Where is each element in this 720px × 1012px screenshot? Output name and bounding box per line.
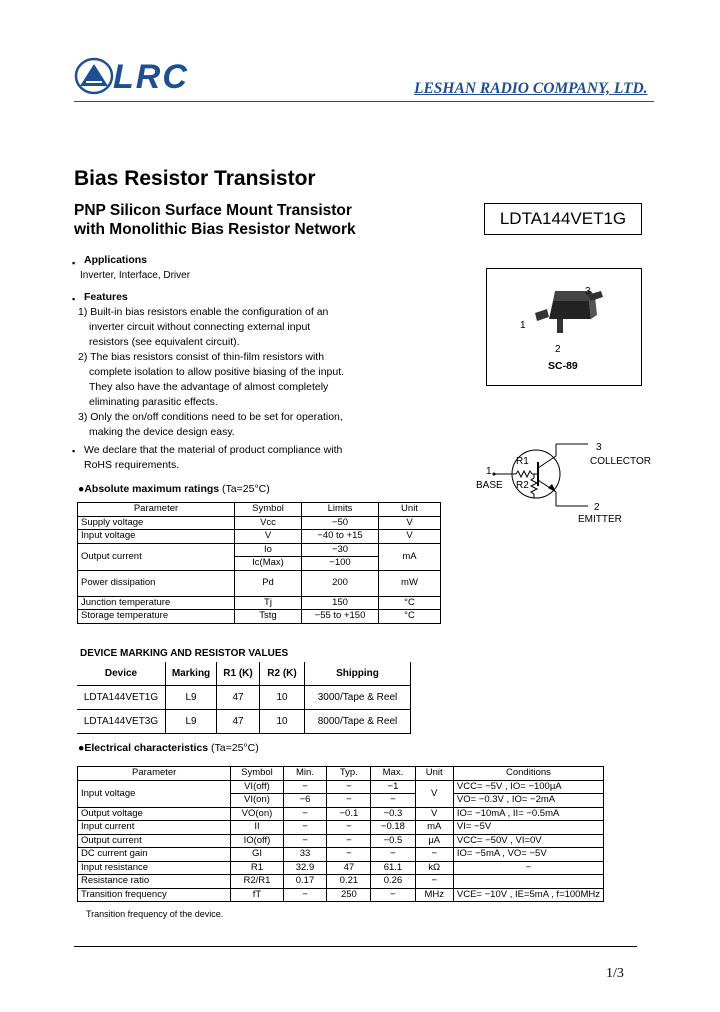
table-cell: −	[371, 848, 415, 862]
subtitle-line-1: PNP Silicon Surface Mount Transistor	[74, 202, 352, 219]
table-cell: −0.18	[371, 821, 415, 835]
table-cell: 32.9	[283, 861, 327, 875]
table-cell: 47	[217, 710, 260, 734]
table-cell: −1	[371, 780, 415, 794]
table-cell: 0.26	[371, 875, 415, 889]
electrical-heading-block	[78, 742, 259, 754]
table-cell: II	[231, 821, 283, 835]
table-cell: Io	[235, 543, 302, 557]
table-cell: Pd	[235, 570, 302, 596]
table-cell: IO(off)	[231, 834, 283, 848]
table-row	[78, 543, 441, 557]
table-cell: mA	[415, 821, 453, 835]
table-cell: VI(off)	[231, 780, 283, 794]
features-heading: Features	[84, 291, 128, 303]
subtitle	[74, 201, 356, 239]
table-row	[78, 821, 604, 835]
table-cell: −	[283, 780, 327, 794]
table-cell: L9	[166, 686, 217, 710]
table-cell: −	[283, 807, 327, 821]
table-cell: Vcc	[235, 516, 302, 530]
table-row	[78, 516, 441, 530]
table-cell: L9	[166, 710, 217, 734]
table-cell: Tj	[235, 596, 302, 610]
table-cell: −30	[302, 543, 379, 557]
table-row	[78, 610, 441, 624]
bullet-icon: ▪	[72, 258, 76, 268]
table-cell: −	[327, 780, 371, 794]
table-cell: LDTA144VET3G	[77, 710, 166, 734]
electrical-footnote: Transition frequency of the device.	[86, 909, 224, 919]
applications-text: Inverter, Interface, Driver	[80, 270, 191, 281]
table-cell: °C	[379, 610, 441, 624]
circuit-base-label: BASE	[476, 480, 503, 491]
bullet-dot-icon: ●	[78, 742, 85, 754]
table-cell: −50	[302, 516, 379, 530]
bullet-icon: ▪	[72, 446, 76, 456]
column-header: R1 (K)	[217, 662, 260, 686]
table-cell: −0.1	[327, 807, 371, 821]
package-box	[486, 268, 642, 386]
abs-max-heading: Absolute maximum ratings	[84, 483, 220, 495]
table-cell: −	[327, 821, 371, 835]
table-cell: 3000/Tape & Reel	[305, 686, 411, 710]
table-cell: VCC= −50V , VI=0V	[453, 834, 603, 848]
bullet-dot-icon: ●	[78, 483, 85, 495]
table-cell: −	[327, 834, 371, 848]
electrical-condition: (Ta=25°C)	[211, 742, 259, 754]
table-cell: fT	[231, 888, 283, 902]
table-cell: LDTA144VET1G	[77, 686, 166, 710]
abs-max-heading-block	[78, 483, 270, 495]
circuit-pin-3: 3	[596, 442, 602, 453]
table-cell: 47	[217, 686, 260, 710]
rohs-line: We declare that the material of product compliance with	[84, 444, 343, 456]
table-cell: 10	[260, 710, 305, 734]
table-cell: Output current	[78, 834, 231, 848]
column-header: Max.	[371, 767, 415, 781]
table-cell: Junction temperature	[78, 596, 235, 610]
table-cell: Resistance ratio	[78, 875, 231, 889]
abs-max-table	[77, 502, 441, 624]
table-cell: IO= −10mA , II= −0.5mA	[453, 807, 603, 821]
table-row	[78, 570, 441, 596]
table-cell: R2/R1	[231, 875, 283, 889]
table-cell: mW	[379, 570, 441, 596]
logo-text: LRC	[113, 58, 189, 96]
table-header-row	[78, 503, 441, 517]
table-cell: VO(on)	[231, 807, 283, 821]
table-cell	[453, 875, 603, 889]
table-cell: −	[283, 834, 327, 848]
column-header: Unit	[379, 503, 441, 517]
device-marking-table	[77, 662, 411, 734]
feature-line: They also have the advantage of almost completely	[89, 381, 329, 393]
circuit-r2-label: R2	[516, 480, 529, 491]
table-cell: VI(on)	[231, 794, 283, 808]
column-header: Symbol	[231, 767, 283, 781]
table-cell: 250	[327, 888, 371, 902]
table-row	[78, 596, 441, 610]
table-cell: VCC= −5V , IO= −100μA	[453, 780, 603, 794]
feature-line: resistors (see equivalent circuit).	[89, 336, 240, 348]
part-number-box: LDTA144VET1G	[484, 203, 642, 235]
package-pin-3: 3	[585, 286, 591, 297]
table-cell: Input resistance	[78, 861, 231, 875]
table-cell: VO= −0.3V , IO= −2mA	[453, 794, 603, 808]
table-cell: 61.1	[371, 861, 415, 875]
table-cell: −40 to +15	[302, 530, 379, 544]
equivalent-circuit	[474, 434, 654, 534]
company-name: LESHAN RADIO COMPANY, LTD.	[414, 80, 648, 97]
column-header: Device	[77, 662, 166, 686]
column-header: Conditions	[453, 767, 603, 781]
table-cell: −	[283, 821, 327, 835]
table-row	[78, 888, 604, 902]
table-cell: 200	[302, 570, 379, 596]
column-header: Limits	[302, 503, 379, 517]
table-cell: 8000/Tape & Reel	[305, 710, 411, 734]
table-cell: kΩ	[415, 861, 453, 875]
table-cell: VI= −5V	[453, 821, 603, 835]
table-cell: −0.5	[371, 834, 415, 848]
column-header: Parameter	[78, 503, 235, 517]
feature-line: 2) The bias resistors consist of thin-film resistors with	[78, 351, 325, 363]
subtitle-line-2: with Monolithic Bias Resistor Network	[74, 221, 356, 238]
table-cell: 33	[283, 848, 327, 862]
table-cell: IO= −5mA , VO= −5V	[453, 848, 603, 862]
table-cell: R1	[231, 861, 283, 875]
electrical-heading: Electrical characteristics	[84, 742, 209, 754]
table-cell: °C	[379, 596, 441, 610]
table-cell: μA	[415, 834, 453, 848]
table-row	[78, 807, 604, 821]
table-row	[77, 710, 411, 734]
circuit-collector-label: COLLECTOR	[590, 456, 651, 467]
table-cell: Input voltage	[78, 780, 231, 807]
table-cell: V	[415, 780, 453, 807]
column-header: Parameter	[78, 767, 231, 781]
circuit-pin-1: 1	[486, 466, 492, 477]
electrical-table	[77, 766, 604, 902]
table-cell: Input voltage	[78, 530, 235, 544]
table-cell: 150	[302, 596, 379, 610]
column-header: Typ.	[327, 767, 371, 781]
table-cell: DC current gain	[78, 848, 231, 862]
table-row	[78, 848, 604, 862]
table-row	[78, 875, 604, 889]
table-cell: Storage temperature	[78, 610, 235, 624]
footer-rule	[74, 946, 637, 947]
table-cell: −100	[302, 557, 379, 571]
table-cell: 10	[260, 686, 305, 710]
table-cell: V	[379, 530, 441, 544]
table-cell: 47	[327, 861, 371, 875]
page-title: Bias Resistor Transistor	[74, 167, 316, 190]
package-name: SC-89	[548, 360, 578, 372]
column-header: Min.	[283, 767, 327, 781]
table-cell: GI	[231, 848, 283, 862]
column-header: Unit	[415, 767, 453, 781]
table-cell: −55 to +150	[302, 610, 379, 624]
table-row	[78, 530, 441, 544]
table-cell: Output voltage	[78, 807, 231, 821]
feature-line: complete isolation to allow positive biasing of the input.	[89, 366, 345, 378]
table-cell: −	[415, 875, 453, 889]
rohs-line: RoHS requirements.	[84, 459, 180, 471]
package-pin-2: 2	[555, 344, 561, 355]
table-cell: 0.21	[327, 875, 371, 889]
table-row	[78, 834, 604, 848]
circuit-r1-label: R1	[516, 456, 529, 467]
table-cell: −	[453, 861, 603, 875]
table-cell: V	[415, 807, 453, 821]
table-row	[78, 861, 604, 875]
feature-line: 1) Built-in bias resistors enable the configuration of an	[78, 306, 329, 318]
abs-max-condition: (Ta=25°C)	[222, 483, 270, 495]
table-cell: −	[327, 794, 371, 808]
header-rule	[74, 101, 654, 102]
column-header: Marking	[166, 662, 217, 686]
table-cell: mA	[379, 543, 441, 570]
bullet-icon: ▪	[72, 294, 76, 304]
table-cell: −0.3	[371, 807, 415, 821]
column-header: R2 (K)	[260, 662, 305, 686]
table-header-row	[78, 767, 604, 781]
applications-heading: Applications	[84, 254, 148, 266]
table-cell: V	[379, 516, 441, 530]
table-cell: VCE= −10V , IE=5mA , f=100MHz	[453, 888, 603, 902]
table-cell: Output current	[78, 543, 235, 570]
lrc-logo-icon	[74, 56, 114, 96]
table-cell: 0.17	[283, 875, 327, 889]
table-cell: Ic(Max)	[235, 557, 302, 571]
rohs-statement	[84, 443, 342, 473]
table-cell: V	[235, 530, 302, 544]
table-row	[78, 780, 604, 794]
table-cell: Transition frequency	[78, 888, 231, 902]
table-cell: Input current	[78, 821, 231, 835]
feature-line: inverter circuit without connecting external input	[89, 321, 311, 333]
table-cell: Tstg	[235, 610, 302, 624]
table-cell: −	[415, 848, 453, 862]
table-cell: −	[327, 848, 371, 862]
package-pin-1: 1	[520, 320, 526, 331]
table-cell: Power dissipation	[78, 570, 235, 596]
circuit-pin-2: 2	[594, 502, 600, 513]
table-cell: −	[371, 888, 415, 902]
table-cell: −	[283, 888, 327, 902]
table-cell: Supply voltage	[78, 516, 235, 530]
column-header: Symbol	[235, 503, 302, 517]
table-cell: MHz	[415, 888, 453, 902]
table-cell: −6	[283, 794, 327, 808]
table-row	[77, 686, 411, 710]
column-header: Shipping	[305, 662, 411, 686]
page-number: 1/3	[606, 966, 624, 981]
circuit-emitter-label: EMITTER	[578, 514, 622, 525]
features-list	[78, 305, 344, 440]
feature-line: eliminating parasitic effects.	[89, 396, 218, 408]
feature-line: 3) Only the on/off conditions need to be set for operation,	[78, 411, 343, 423]
table-cell: −	[371, 794, 415, 808]
feature-line: making the device design easy.	[89, 426, 235, 438]
device-marking-heading: DEVICE MARKING AND RESISTOR VALUES	[80, 648, 289, 659]
table-header-row	[77, 662, 411, 686]
